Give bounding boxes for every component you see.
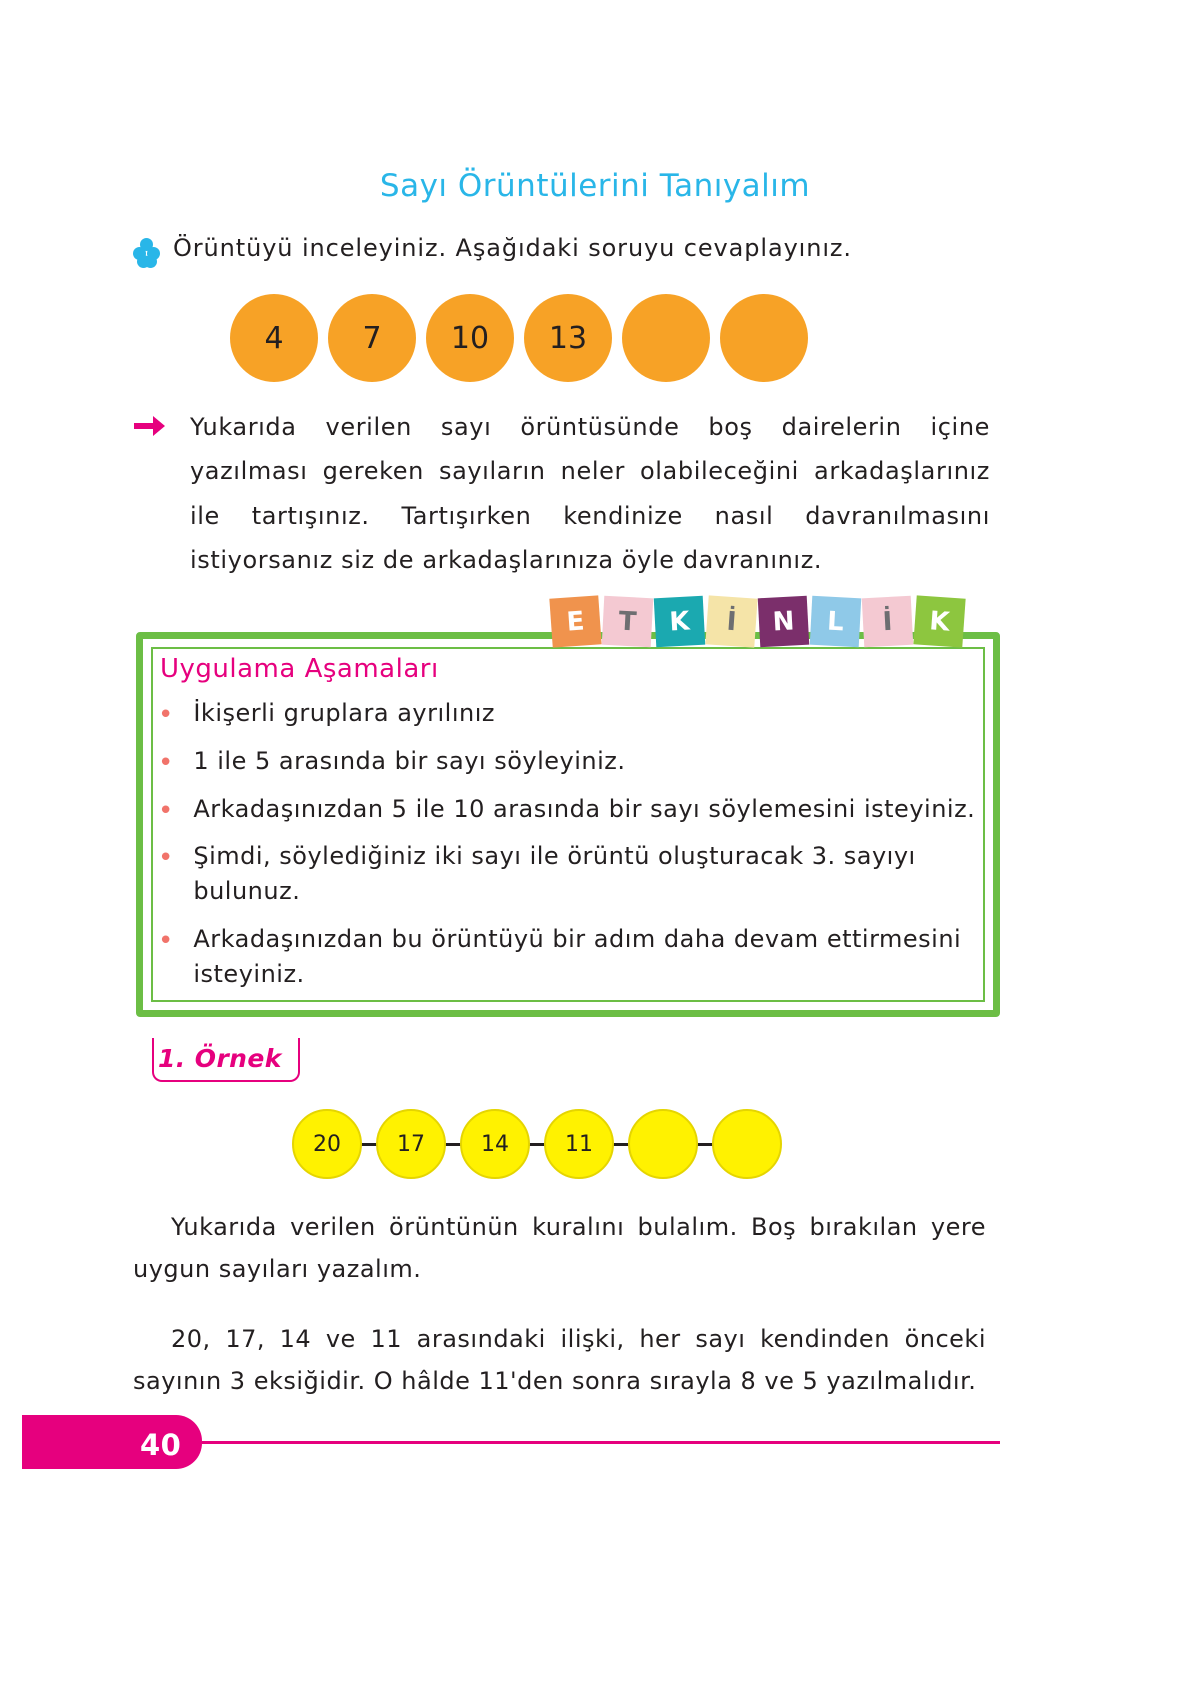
etkinlik-tile: K bbox=[654, 596, 705, 647]
orange-circle: 7 bbox=[328, 294, 416, 382]
orange-number-pattern bbox=[230, 294, 808, 382]
bullet-dot-icon: • bbox=[158, 700, 174, 730]
discussion-paragraph: Yukarıda verilen sayı örüntüsünde boş dairelerin içine yazılması gereken sayıların neler olabileceğini arkadaşlarınız ile tartışınız. Tartışırken kendinize nasıl davranılmasını istiyorsanız siz de arkadaşlarınıza öyle davranınız. bbox=[190, 413, 990, 575]
orange-circle: 4 bbox=[230, 294, 318, 382]
list-item-label: İkişerli gruplara ayrılınız bbox=[193, 699, 495, 727]
etkinlik-banner bbox=[551, 597, 964, 646]
orange-circle: 13 bbox=[524, 294, 612, 382]
list-item-label: 1 ile 5 arasında bir sayı söyleyiniz. bbox=[193, 746, 626, 775]
yellow-circle: 20 bbox=[292, 1109, 362, 1179]
activity-title: Uygulama Aşamaları bbox=[160, 654, 439, 684]
list-item bbox=[158, 922, 978, 992]
bullet-dot-icon: • bbox=[158, 795, 174, 826]
list-item-label: Arkadaşınızdan 5 ile 10 arasında bir sayı söylemesini isteyiniz. bbox=[193, 794, 976, 823]
yellow-circle: 11 bbox=[544, 1109, 614, 1179]
example-paragraph-2: 20, 17, 14 ve 11 arasındaki ilişki, her sayı kendinden önceki sayının 3 eksiğidir. O hâlde 11'den sonra sırayla 8 ve 5 yazılmalıdır. bbox=[133, 1325, 986, 1395]
arrow-right-icon bbox=[134, 414, 166, 438]
footer-rule bbox=[202, 1441, 1000, 1444]
etkinlik-tile: T bbox=[602, 596, 653, 647]
etkinlik-tile: İ bbox=[705, 595, 757, 647]
example-paragraph-1: Yukarıda verilen örüntünün kuralını bulalım. Boş bırakılan yere uygun sayıları yazalım. bbox=[133, 1213, 986, 1283]
bullet-dot-icon: • bbox=[158, 843, 174, 874]
orange-circle: 10 bbox=[426, 294, 514, 382]
etkinlik-tile: N bbox=[758, 596, 809, 647]
flower-icon bbox=[133, 238, 161, 266]
page-title: Sayı Örüntülerini Tanıyalım bbox=[379, 168, 811, 204]
etkinlik-tile: İ bbox=[862, 596, 913, 647]
bullet-dot-icon: • bbox=[158, 747, 174, 778]
example-label: 1. Örnek bbox=[158, 1044, 282, 1073]
yellow-circle-empty bbox=[712, 1109, 782, 1179]
activity-bullet-list bbox=[158, 696, 978, 1005]
bullet-dot-icon: • bbox=[158, 925, 174, 956]
intro-text: Örüntüyü inceleyiniz. Aşağıdaki soruyu cevaplayınız. bbox=[173, 234, 852, 262]
yellow-circle: 14 bbox=[460, 1109, 530, 1179]
list-item bbox=[158, 744, 978, 779]
yellow-circle: 17 bbox=[376, 1109, 446, 1179]
list-item bbox=[158, 839, 978, 909]
list-item-label: Arkadaşınızdan bu örüntüyü bir adım daha devam ettirmesini isteyiniz. bbox=[193, 924, 962, 988]
list-item-label: Şimdi, söylediğiniz iki sayı ile örüntü oluşturacak 3. sayıyı bulunuz. bbox=[193, 842, 916, 906]
etkinlik-tile: E bbox=[549, 595, 601, 647]
intro-row bbox=[133, 232, 1033, 266]
yellow-circle-empty bbox=[628, 1109, 698, 1179]
list-item bbox=[158, 696, 978, 731]
orange-circle-empty bbox=[720, 294, 808, 382]
page-number: 40 bbox=[140, 1428, 182, 1462]
orange-circle-empty bbox=[622, 294, 710, 382]
etkinlik-tile: K bbox=[913, 595, 965, 647]
etkinlik-tile: L bbox=[810, 596, 861, 647]
list-item bbox=[158, 792, 978, 827]
yellow-number-chain bbox=[292, 1106, 782, 1182]
